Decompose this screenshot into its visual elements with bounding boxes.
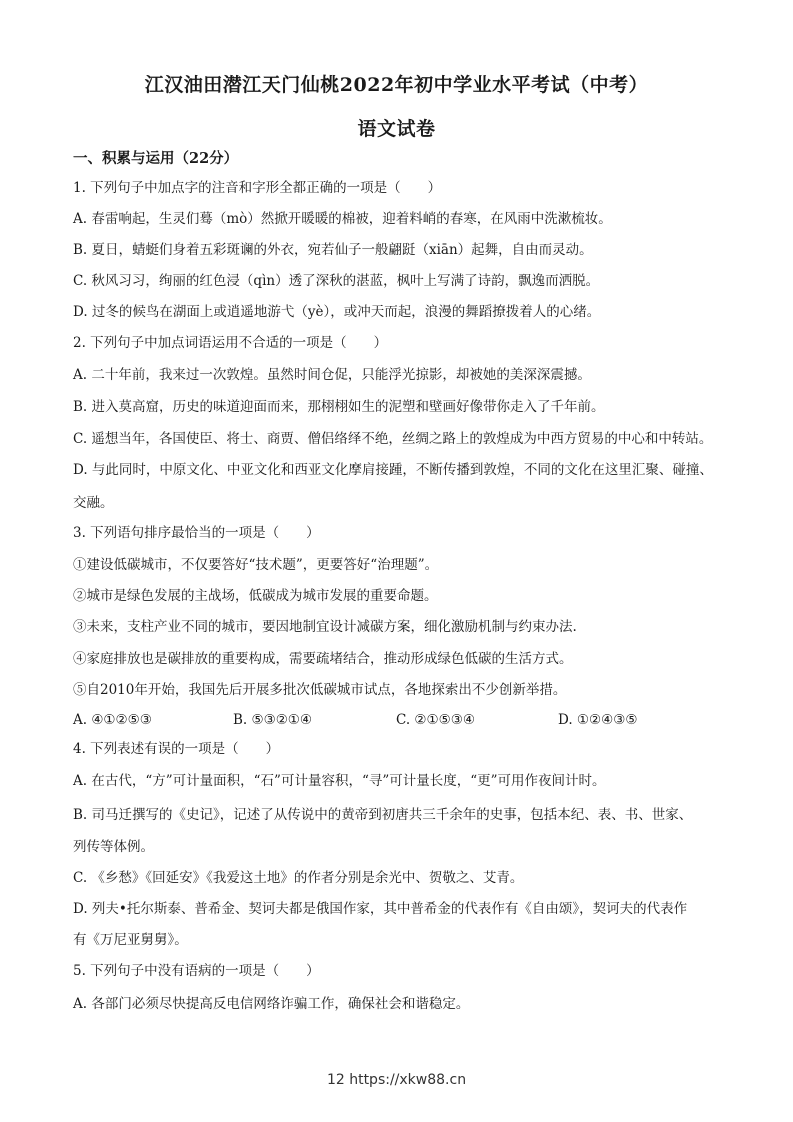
q3-option-b: B. ⑤③②①④ xyxy=(233,712,313,728)
q1-option-b: B. 夏日，蜻蜓们身着五彩斑谰的外衣，宛若仙子一般翩跹（xiān）起舞，自由而灵动。 xyxy=(73,242,593,258)
q4-option-b: B. 司马迁撰写的《史记》，记述了从传说中的黄帝到初唐共三千余年的史事，包括本纪、表、书、世家、 xyxy=(73,807,693,823)
page-footer: 12 https://xkw88.cn xyxy=(326,1072,467,1088)
exam-subtitle: 语文试卷 xyxy=(357,118,436,140)
q3-options xyxy=(73,712,713,732)
q4-option-d-cont: 有《万尼亚舅舅》。 xyxy=(73,932,188,948)
q2-option-b: B. 进入莫高窟，历史的味道迎面而来，那栩栩如生的泥塑和壁画好像带你走入了千年前。 xyxy=(73,399,605,415)
q3-sentence-1: ①建设低碳城市，不仅要答好“技术题”，更要答好“治理题”。 xyxy=(73,557,439,573)
q4-option-c: C. 《乡愁》《回延安》《我爱这土地》的作者分别是余光中、贺敬之、艾青。 xyxy=(73,870,524,886)
q3-sentence-2: ②城市是绿色发展的主战场，低碳成为城市发展的重要命题。 xyxy=(73,588,438,604)
question-4: 4. 下列表述有误的一项是（ ） xyxy=(73,741,280,757)
section-heading: 一、积累与运用（22分） xyxy=(73,150,239,167)
q4-option-d: D. 列夫•托尔斯泰、普希金、契诃夫都是俄国作家，其中普希金的代表作有《自由颂》，契诃夫的代表作 xyxy=(73,901,688,917)
q3-option-a: A. ④①②⑤③ xyxy=(73,712,152,728)
exam-title: 江汉油田潜江天门仙桃2022年初中学业水平考试（中考） xyxy=(144,74,649,96)
q1-option-d: D. 过冬的候鸟在湖面上或逍遥地游弋（yè），或冲天而起，浪漫的舞蹈撩拨着人的心绪。 xyxy=(73,304,601,320)
q2-option-a: A. 二十年前，我来过一次敦煌。虽然时间仓促，只能浮光掠影，却被她的美深深震撼。 xyxy=(73,367,591,383)
q2-option-d: D. 与此同时，中原文化、中亚文化和西亚文化摩肩接踵，不断传播到敦煌，不同的文化在这里汇聚、碰撞、 xyxy=(73,462,713,478)
q1-option-a: A. 春雷响起，生灵们蓦（mò）然掀开暖暖的棉被，迎着料峭的春寒，在风雨中洗漱梳妆。 xyxy=(73,211,612,227)
q2-option-c: C. 遥想当年，各国使臣、将士、商贾、僧侣络绎不绝，丝绸之路上的敦煌成为中西方贸易的中心和中转站。 xyxy=(73,431,713,447)
question-3: 3. 下列语句排序最恰当的一项是（ ） xyxy=(73,525,320,541)
q3-option-c: C. ②①⑤③④ xyxy=(396,712,475,728)
q4-option-b-cont: 列传等体例。 xyxy=(73,839,154,855)
q3-sentence-3: ③未来，支柱产业不同的城市，要因地制宜设计减碳方案，细化激励机制与约束办法. xyxy=(73,619,577,635)
question-5: 5. 下列句子中没有语病的一项是（ ） xyxy=(73,963,320,979)
q3-sentence-4: ④家庭排放也是碳排放的重要构成，需要疏堵结合，推动形成绿色低碳的生活方式。 xyxy=(73,651,573,667)
q4-option-a: A. 在古代，“方”可计量面积，“石”可计量容积，“寻”可计量长度，“更”可用作夜间计时。 xyxy=(73,773,606,789)
question-1: 1. 下列句子中加点字的注音和字形全都正确的一项是（ ） xyxy=(73,180,442,196)
q5-option-a: A. 各部门必须尽快提高反电信网络诈骗工作，确保社会和谐稳定。 xyxy=(73,996,470,1012)
question-2: 2. 下列句子中加点词语运用不合适的一项是（ ） xyxy=(73,335,388,351)
q1-option-c: C. 秋风习习，绚丽的红色浸（qìn）透了深秋的湛蓝，枫叶上写满了诗韵，飘逸而洒脱。 xyxy=(73,273,600,289)
q3-option-d: D. ①②④③⑤ xyxy=(558,712,638,728)
q2-option-d-cont: 交融。 xyxy=(73,495,114,511)
q3-sentence-5: ⑤自2010年开始，我国先后开展多批次低碳城市试点，各地探索出不少创新举措。 xyxy=(73,682,567,698)
